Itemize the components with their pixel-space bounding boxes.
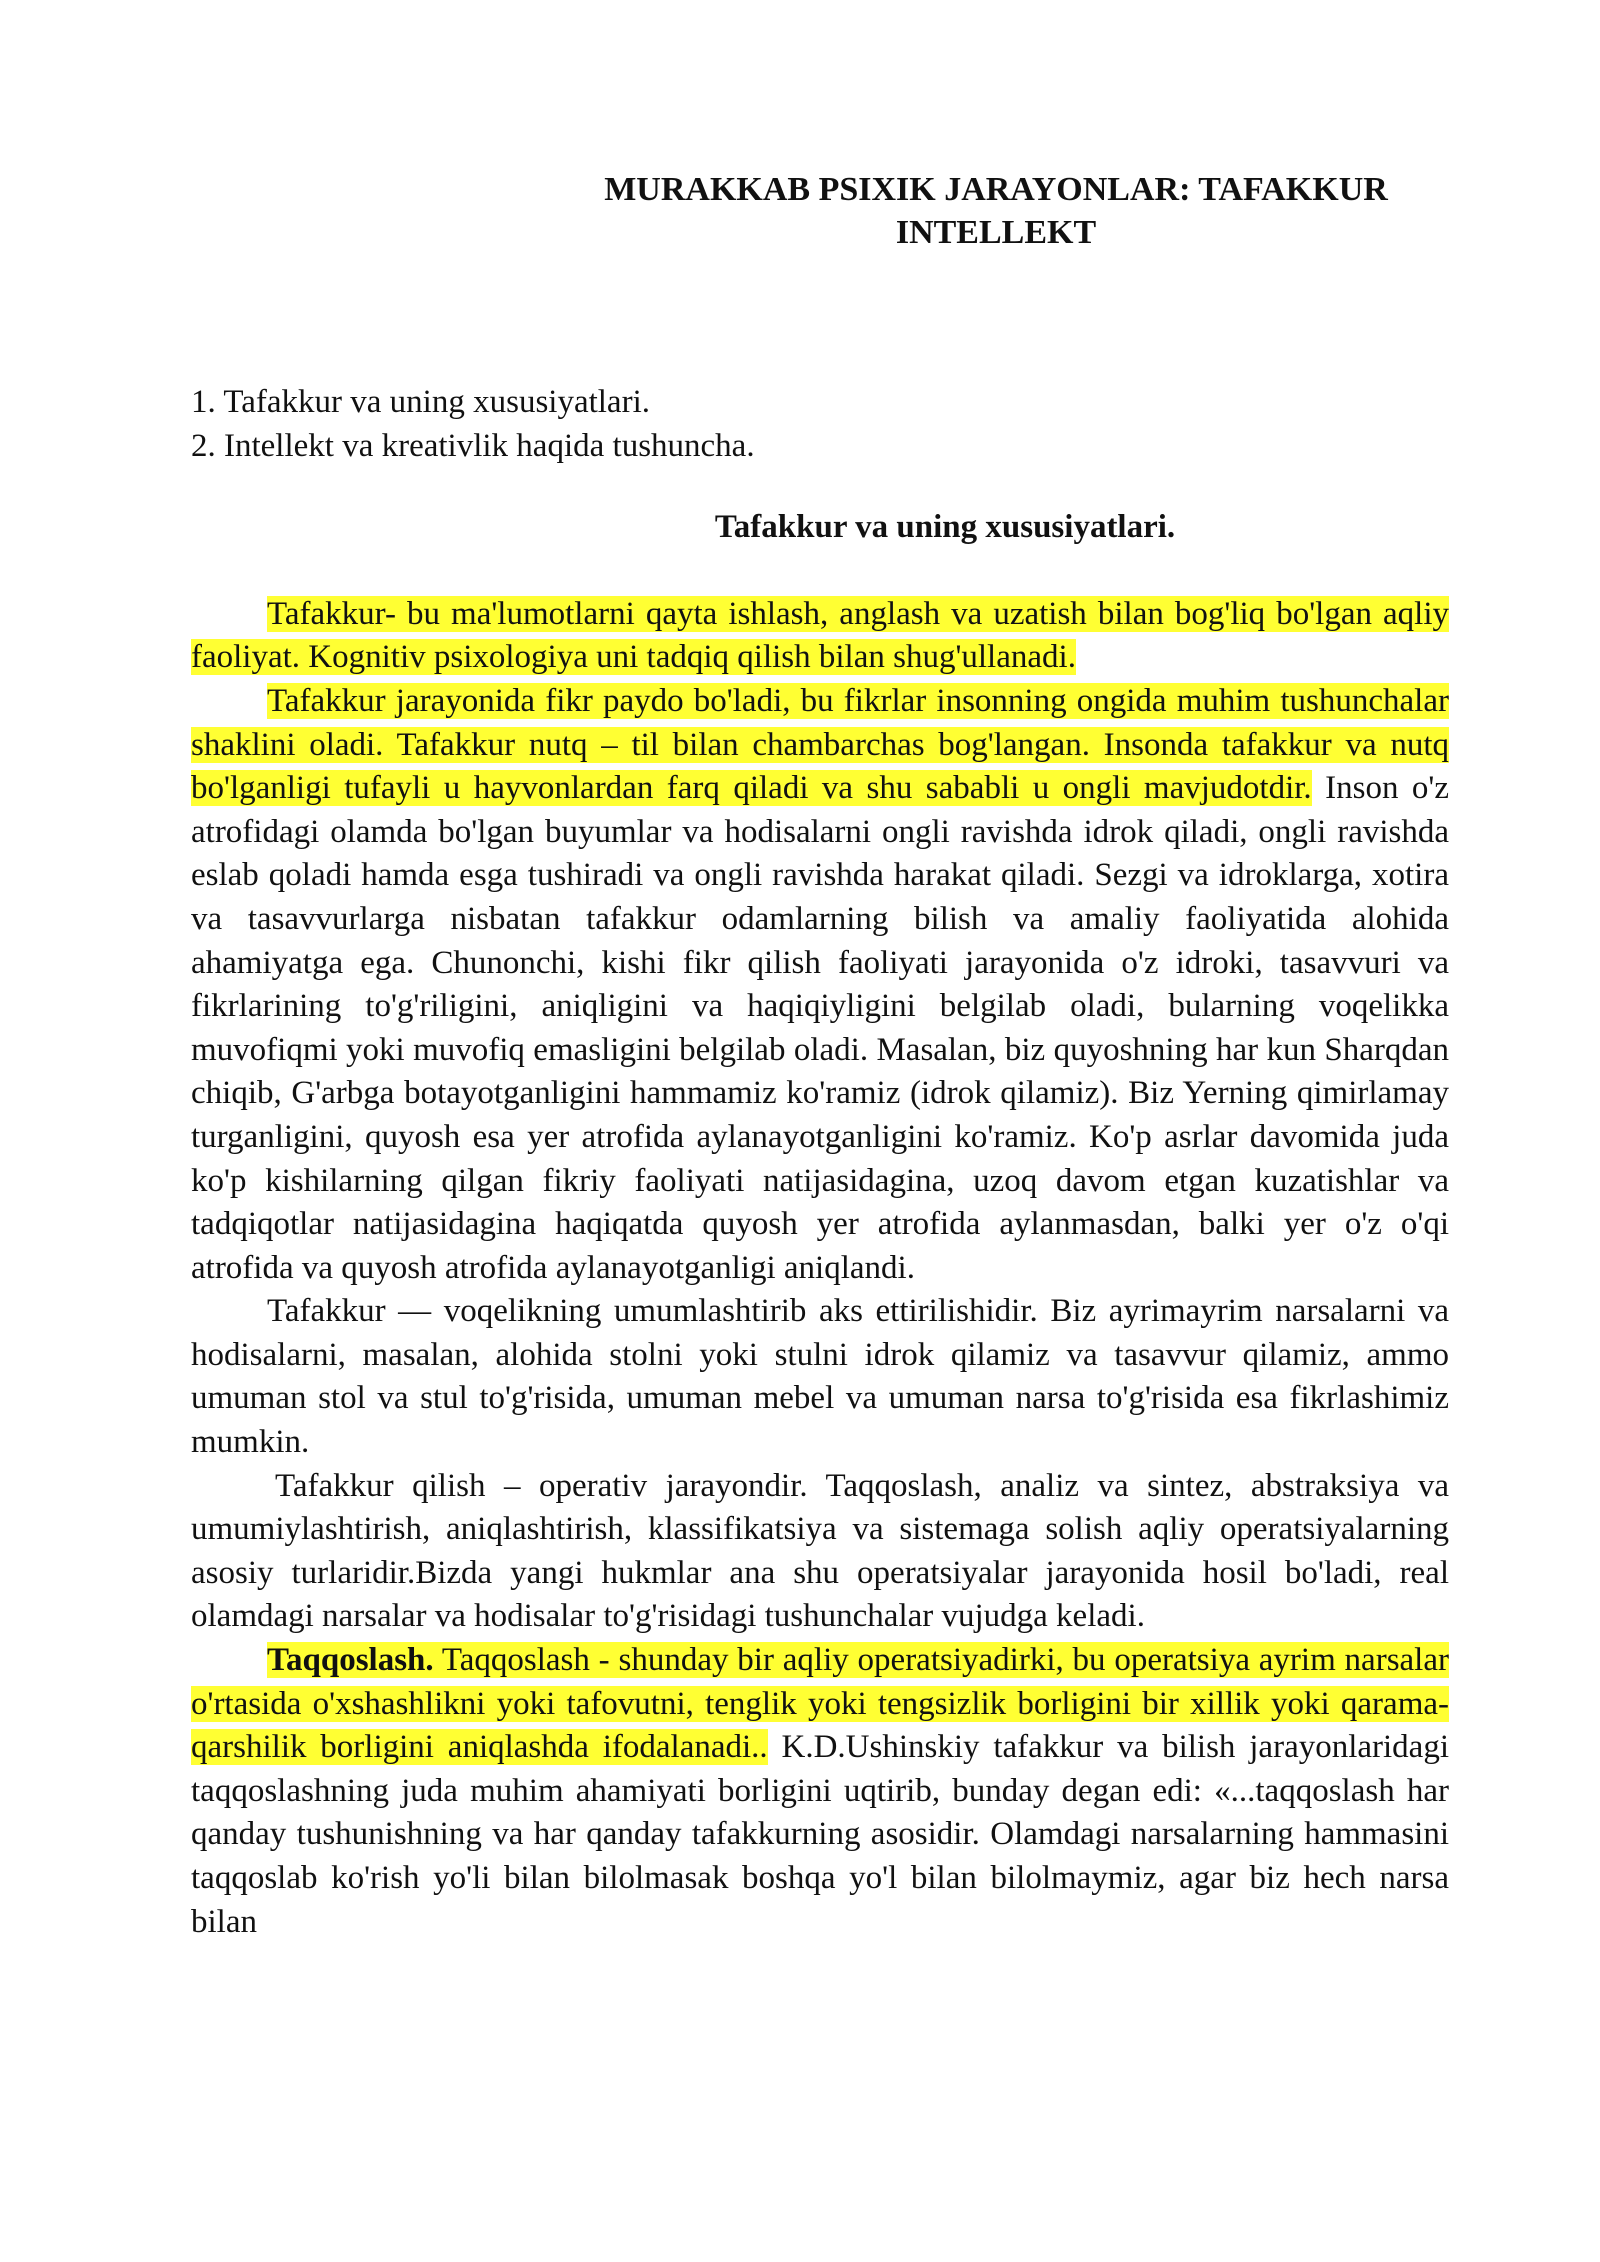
document-title	[531, 168, 1461, 254]
document-page	[191, 168, 1449, 1944]
title-line-2: INTELLEKT	[895, 214, 1097, 251]
body-text	[191, 593, 1449, 1944]
paragraph-text: Inson o'z atrofidagi olamda bo'lgan buyumlar va hodisalarni ongli ravishda idrok qiladi, ongli ravishda eslab qoladi hamda esga tushiradi va ongli ravishda harakat qiladi. Sezgi va idroklarga, xotira va tasavvurlarga nisbatan tafakkur odamlarning bilish va amaliy faoliyatida alohida ahamiyatga ega. Chunonchi, kishi fikr qilish faoliyati jarayonida o'z idroki, tasavvuri va fikrlarining to'g'riligini, aniqligini va haqiqiyligini belgilab oladi, bularning voqelikka muvofiqmi yoki muvofiq emasligini belgilab oladi. Masalan, biz quyoshning har kun Sharqdan chiqib, G'arbga botayotganligini hammamiz ko'ramiz (idrok qilamiz). Biz Yerning qimirlamay turganligini, quyosh esa yer atrofida aylanayotganligini ko'ramiz. Ko'p asrlar davomida juda ko'p kishilarning qilgan fikriy faoliyati natijasidagina, uzoq davom etgan kuzatishlar va tadqiqotlar natijasidagina haqiqatda quyosh yer atrofida aylanmasdan, balki yer o'z o'qi atrofida va quyosh atrofida aylanayotganligi aniqlandi.	[191, 770, 1449, 1286]
outline-item-2: 2. Intellekt va kreativlik haqida tushuncha.	[191, 427, 755, 464]
paragraph-text: Tafakkur qilish – operativ jarayondir. Taqqoslash, analiz va sintez, abstraksiya va umumiylashtirish, aniqlashtirish, klassifikatsiya va sistemaga solish aqliy operatsiyalarning asosiy turlaridir.Bizda yangi hukmlar ana shu operatsiyalar jarayonida hosil bo'ladi, real olamdagi narsalar va hodisalar to'g'risidagi tushunchalar vujudga keladi.	[191, 1467, 1449, 1635]
title-line-1: MURAKKAB PSIXIK JARAYONLAR: TAFAKKUR	[604, 171, 1388, 208]
outline-list	[191, 381, 1449, 468]
bold-term: Taqqoslash.	[267, 1642, 434, 1679]
paragraph-generalization	[191, 1290, 1449, 1464]
highlighted-text: Tafakkur jarayonida fikr paydo bo'ladi, bu fikrlar insonning ongida muhim tushunchalar shaklini oladi. Tafakkur nutq – til bilan chambarchas bog'langan. Insonda tafakkur va nutq bo'lganligi tufayli u hayvonlardan farq qiladi va shu sababli u ongli mavjudotdir.	[191, 682, 1449, 807]
paragraph-text: K.D.Ushinskiy tafakkur va bilish jarayonlaridagi taqqoslashning juda muhim ahamiyati borligini uqtirib, bunday degan edi: «...taqqoslash har qanday tushunishning va har qanday tafakkurning asosidir. Olamdagi narsalarning hammasini taqqoslab ko'rish yo'li bilan bilolmasak boshqa yo'l bilan bilolmaymiz, agar biz hech narsa bilan	[191, 1729, 1450, 1940]
outline-item-1: 1. Tafakkur va uning xususiyatlari.	[191, 384, 650, 420]
paragraph-thinking-process	[191, 680, 1449, 1290]
paragraph-operations	[191, 1465, 1449, 1639]
highlighted-text: Taqqoslash - shunday bir aqliy operatsiyadirki, bu operatsiya ayrim narsalar o'rtasida o'xshashlikni yoki tafovutni, tenglik yoki tengsizlik borligini bir xillik yoki qarama-qarshilik borligini aniqlashda ifodalanadi..	[191, 1642, 1449, 1766]
section-heading: Tafakkur va uning xususiyatlari.	[714, 509, 1176, 546]
paragraph-comparison	[191, 1639, 1449, 1944]
highlighted-text: Tafakkur- bu ma'lumotlarni qayta ishlash, anglash va uzatish bilan bog'liq bo'lgan aqliy faoliyat. Kognitiv psixologiya uni tadqiq qilish bilan shug'ullanadi.	[191, 595, 1449, 676]
paragraph-text: Tafakkur — voqelikning umumlashtirib aks ettirilishidir. Biz ayrimayrim narsalarni va hodisalarni, masalan, alohida stolni yoki stulni idrok qilamiz va tasavvur qilamiz, ammo umuman stol va stul to'g'risida, umuman mebel va umuman narsa to'g'risida esa fikrlashimiz mumkin.	[191, 1293, 1449, 1461]
paragraph-definition	[191, 593, 1449, 680]
